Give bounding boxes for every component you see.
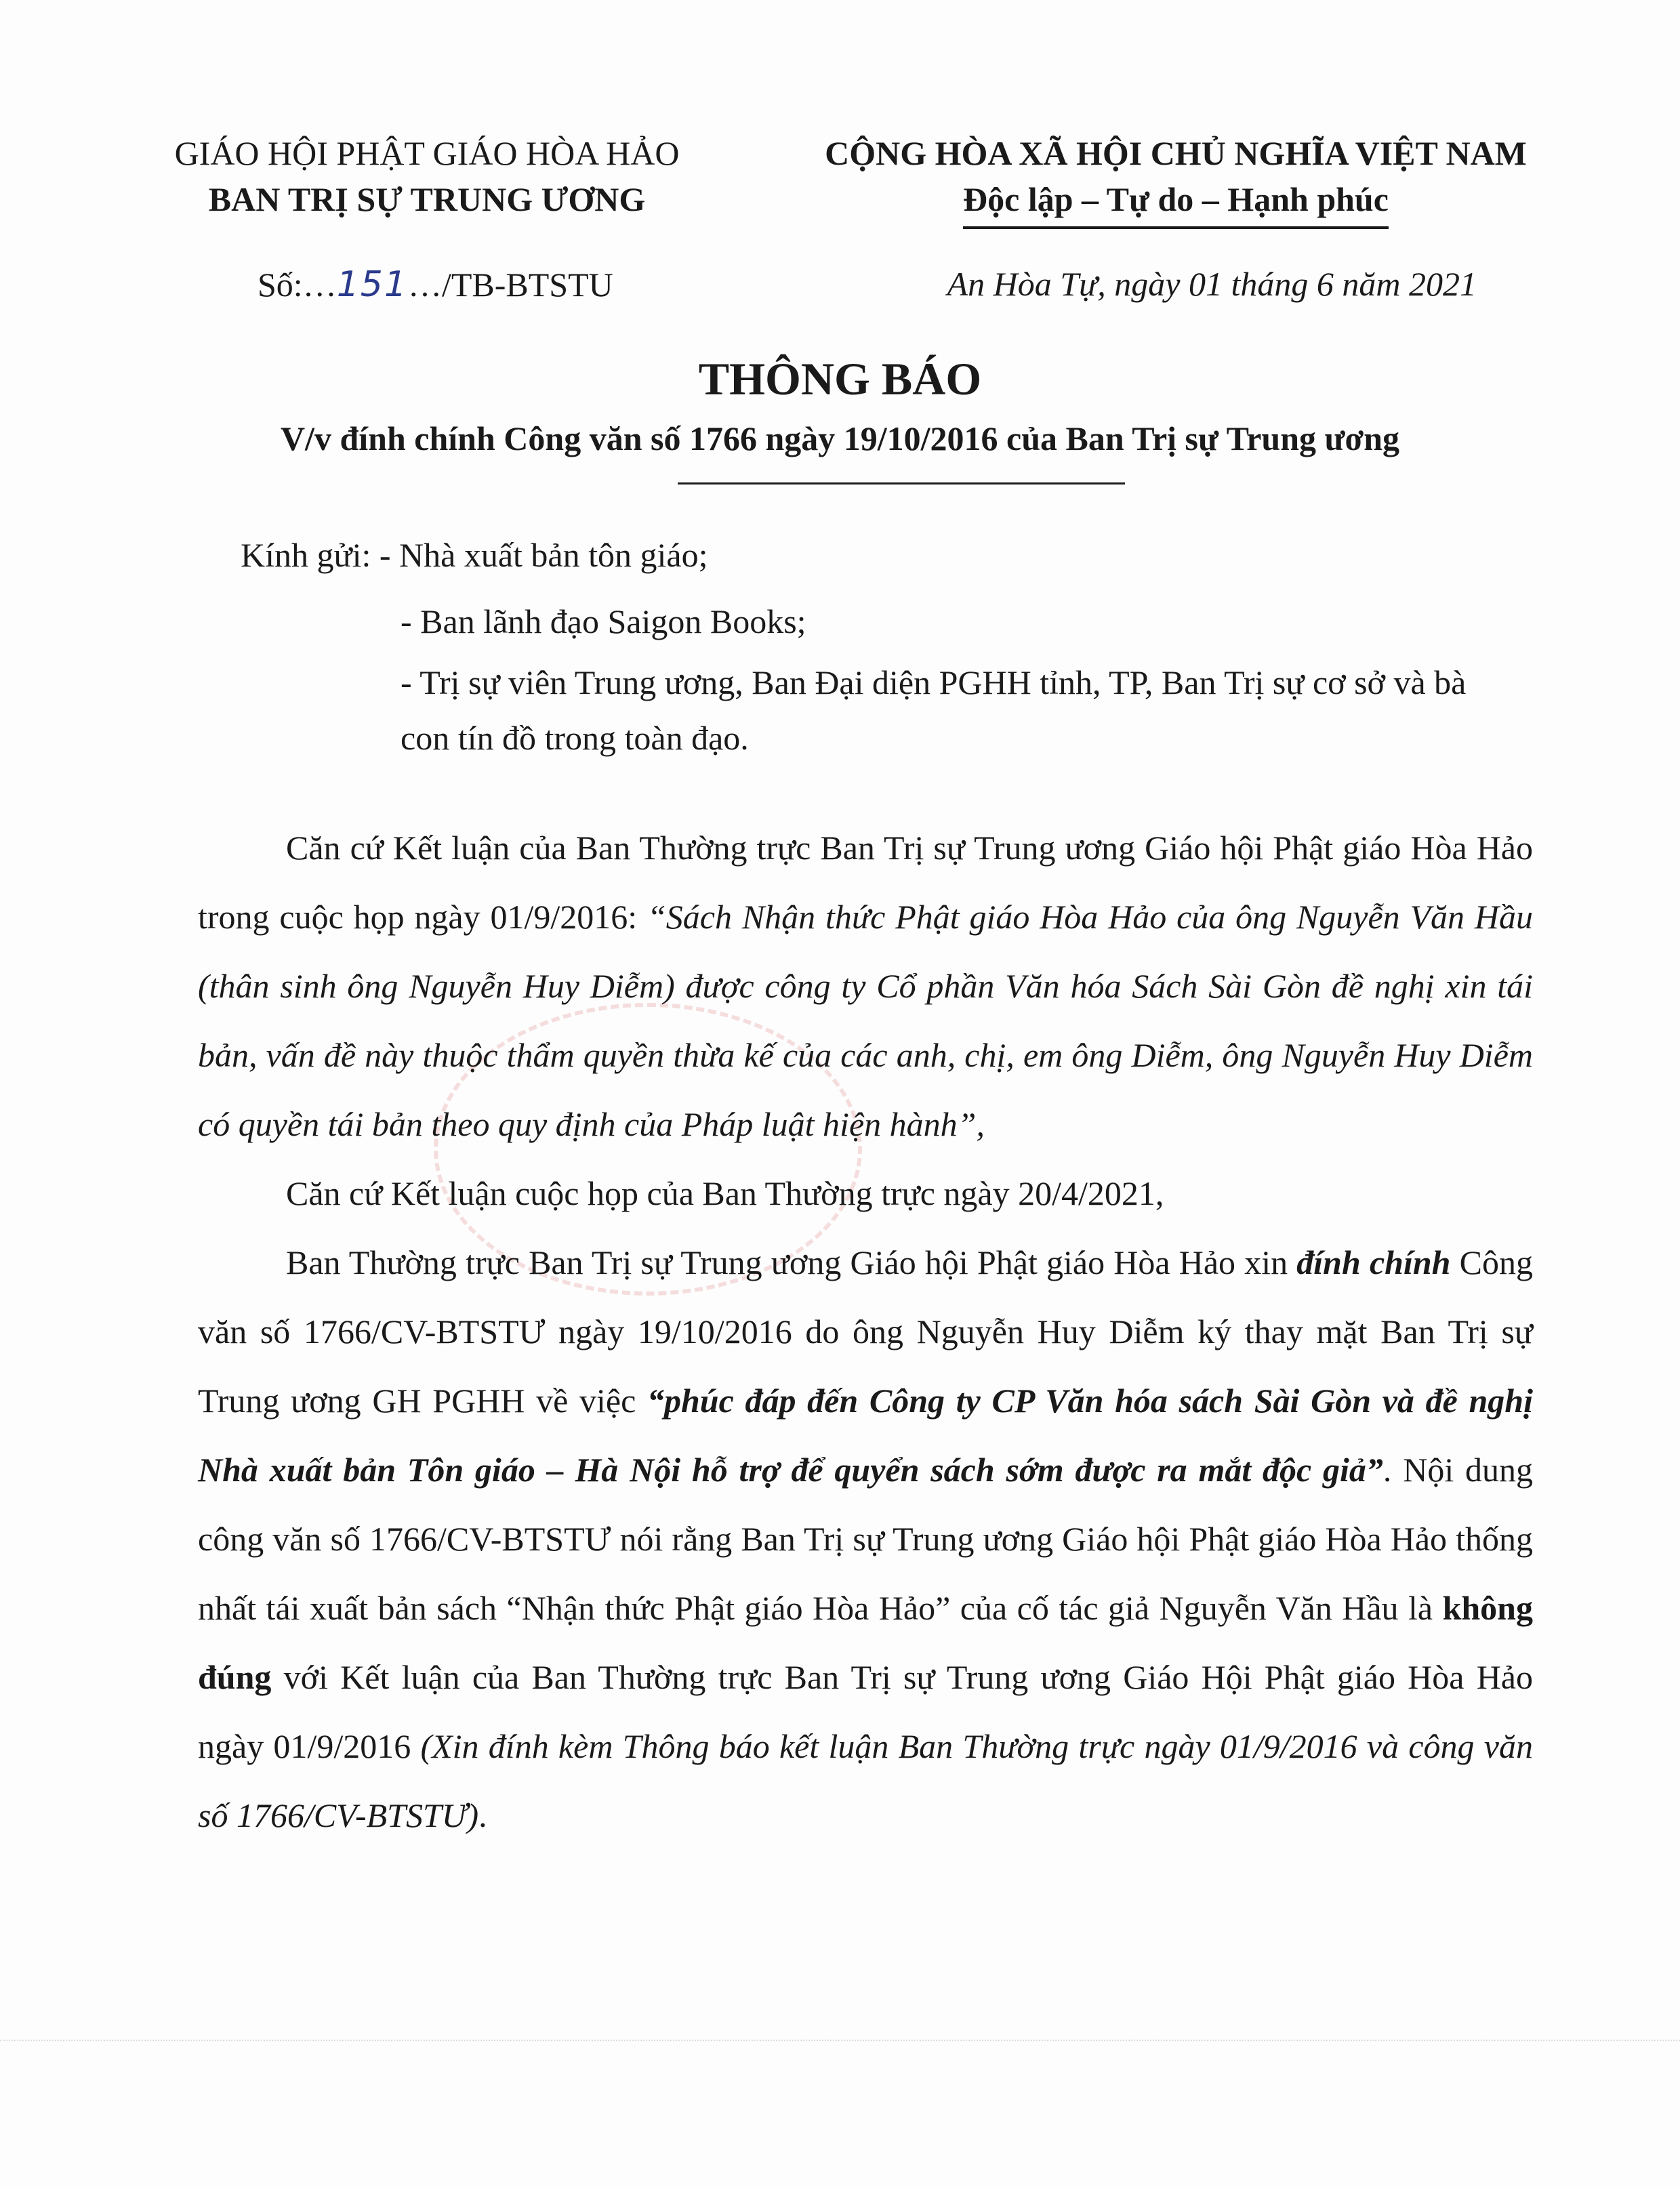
document-number-handwritten: 151 bbox=[336, 264, 408, 305]
subject-underline bbox=[678, 482, 1125, 484]
scan-artifact-line bbox=[0, 2040, 1680, 2041]
national-motto: Độc lập – Tự do – Hạnh phúc bbox=[963, 176, 1389, 229]
body-text: với Kết luận của Ban Thường trực Ban Trị sự Trung ương Giáo Hội Phật giáo Hòa Hảo ngày 01/9/2016 bbox=[198, 1658, 1533, 1765]
recipient-item: - Nhà xuất bản tôn giáo; bbox=[379, 536, 708, 574]
country-name: CỘNG HÒA XÃ HỘI CHỦ NGHĨA VIỆT NAM bbox=[825, 134, 1527, 172]
quoted-conclusion: “Sách Nhận thức Phật giáo Hòa Hảo của ông Nguyễn Văn Hầu (thân sinh ông Nguyễn Huy Diễm) được công ty Cổ phần Văn hóa Sách Sài Gòn đề nghị xin tái bản, vấn đề này thuộc thẩm quyền thừa kế của các anh, chị, em ông Diễm, ông Nguyễn Huy Diễm có quyền tái bản theo quy định của Pháp luật hiện hành”, bbox=[198, 898, 1534, 1143]
body-paragraph bbox=[198, 813, 1533, 1159]
national-header bbox=[759, 130, 1593, 229]
recipients-label: Kính gửi: bbox=[241, 536, 380, 574]
document-number-prefix: Số:… bbox=[258, 266, 337, 304]
document-body bbox=[198, 813, 1533, 1850]
document-number bbox=[258, 264, 613, 305]
place-and-date: An Hòa Tự, ngày 01 tháng 6 năm 2021 bbox=[947, 265, 1477, 303]
document-subject: V/v đính chính Công văn số 1766 ngày 19/10/2016 của Ban Trị sự Trung ương bbox=[280, 419, 1400, 457]
document-number-suffix: …/TB-BTSTU bbox=[407, 266, 613, 304]
emphasis-quote: “phúc đáp đến Công ty CP Văn hóa sách Sài Gòn và đề nghị Nhà xuất bản Tôn giáo – Hà Nội hỗ trợ để quyển sách sớm được ra mắt độc giả” bbox=[198, 1382, 1534, 1489]
issuer-header bbox=[108, 130, 745, 222]
body-text: Công văn số 1766/CV-BTSTƯ ngày 19/10/2016 do ông Nguyễn Huy Diễm ký thay mặt Ban Trị sự Trung ương GH PGHH về việc bbox=[198, 1243, 1533, 1420]
attachment-note: (Xin đính kèm Thông báo kết luận Ban Thường trực ngày 01/9/2016 và công văn số 1766/CV-BTSTƯ) bbox=[198, 1727, 1533, 1834]
organization-name: GIÁO HỘI PHẬT GIÁO HÒA HẢO bbox=[174, 134, 680, 172]
body-text: . Nội dung công văn số 1766/CV-BTSTƯ nói rằng Ban Trị sự Trung ương Giáo hội Phật giáo Hòa Hảo thống nhất tái xuất bản sách “Nhận thức Phật giáo Hòa Hảo” của cố tác giả Nguyễn Văn Hầu là bbox=[198, 1451, 1534, 1627]
body-paragraph bbox=[198, 1228, 1533, 1850]
body-text: . bbox=[478, 1796, 487, 1834]
emphasis-correction: đính chính bbox=[1296, 1243, 1451, 1281]
body-paragraph bbox=[198, 1159, 1533, 1228]
document-title: THÔNG BÁO bbox=[698, 353, 982, 405]
recipient-item: - Trị sự viên Trung ương, Ban Đại diện PGHH tỉnh, TP, Ban Trị sự cơ sở và bà con tín đồ trong toàn đạo. bbox=[401, 663, 1467, 757]
emphasis-not-correct: không đúng bbox=[198, 1589, 1533, 1696]
body-text: Căn cứ Kết luận của Ban Thường trực Ban Trị sự Trung ương Giáo hội Phật giáo Hòa Hảo trong cuộc họp ngày 01/9/2016: bbox=[198, 829, 1533, 936]
organization-board: BAN TRỊ SỰ TRUNG ƯƠNG bbox=[208, 180, 646, 218]
body-text: Căn cứ Kết luận cuộc họp của Ban Thường trực ngày 20/4/2021, bbox=[286, 1174, 1164, 1212]
body-text: Ban Thường trực Ban Trị sự Trung ương Giáo hội Phật giáo Hòa Hảo xin bbox=[286, 1243, 1297, 1281]
recipients-block bbox=[241, 522, 1528, 766]
recipient-item: - Ban lãnh đạo Saigon Books; bbox=[401, 602, 806, 640]
